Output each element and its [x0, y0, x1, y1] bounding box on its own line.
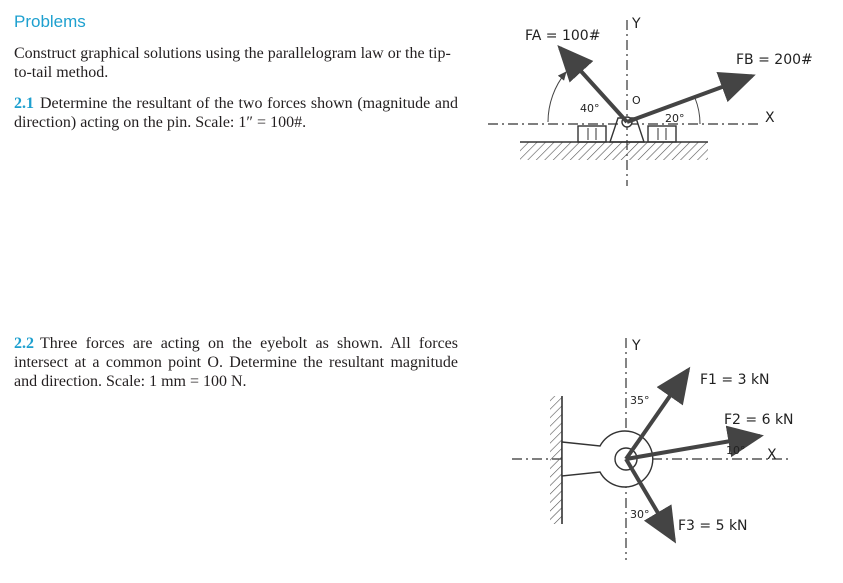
- x-axis-label: X: [767, 447, 777, 463]
- figure-2-2: [512, 338, 794, 560]
- figure-2-1: [488, 16, 813, 186]
- pin-label: O: [632, 94, 641, 107]
- angle-3-label: 30°: [630, 508, 650, 521]
- y-axis-label: Y: [632, 338, 641, 354]
- angle-a-arc: [548, 72, 566, 122]
- force-2-label: F2 = 6 kN: [724, 412, 794, 428]
- problem-text: Three forces are acting on the eyebolt as shown. All forces intersect at a common point O. Determine the resultant magnitude and direction. Scale: 1 mm = 100 N.: [14, 335, 458, 390]
- force-b-arrow: [627, 76, 752, 122]
- x-axis-label: X: [765, 110, 775, 126]
- ground-hatch: [520, 142, 708, 160]
- section-heading: Problems: [14, 12, 86, 31]
- force-1-label: F1 = 3 kN: [700, 372, 770, 388]
- wall-hatch: [550, 396, 562, 524]
- angle-2-label: 10°: [726, 444, 746, 457]
- force-b-label: FB = 200#: [736, 52, 813, 68]
- angle-a-label: 40°: [580, 102, 600, 115]
- bracket-right: [648, 126, 676, 142]
- angle-b-arc: [695, 98, 700, 124]
- y-axis-label: Y: [632, 16, 641, 32]
- problem-number: 2.1: [14, 95, 34, 112]
- force-3-label: F3 = 5 kN: [678, 518, 748, 534]
- bracket-left: [578, 126, 606, 142]
- force-a-label: FA = 100#: [525, 28, 601, 44]
- angle-1-label: 35°: [630, 394, 650, 407]
- intro-text: Construct graphical solutions using the parallelogram law or the tip-to-tail method.: [14, 45, 451, 81]
- problem-text: Determine the resultant of the two forces shown (magnitude and direction) acting on the pin. Scale: 1″ = 100#.: [14, 95, 458, 131]
- force-1-arrow: [626, 370, 688, 459]
- angle-b-label: 20°: [665, 112, 685, 125]
- problem-number: 2.2: [14, 335, 34, 352]
